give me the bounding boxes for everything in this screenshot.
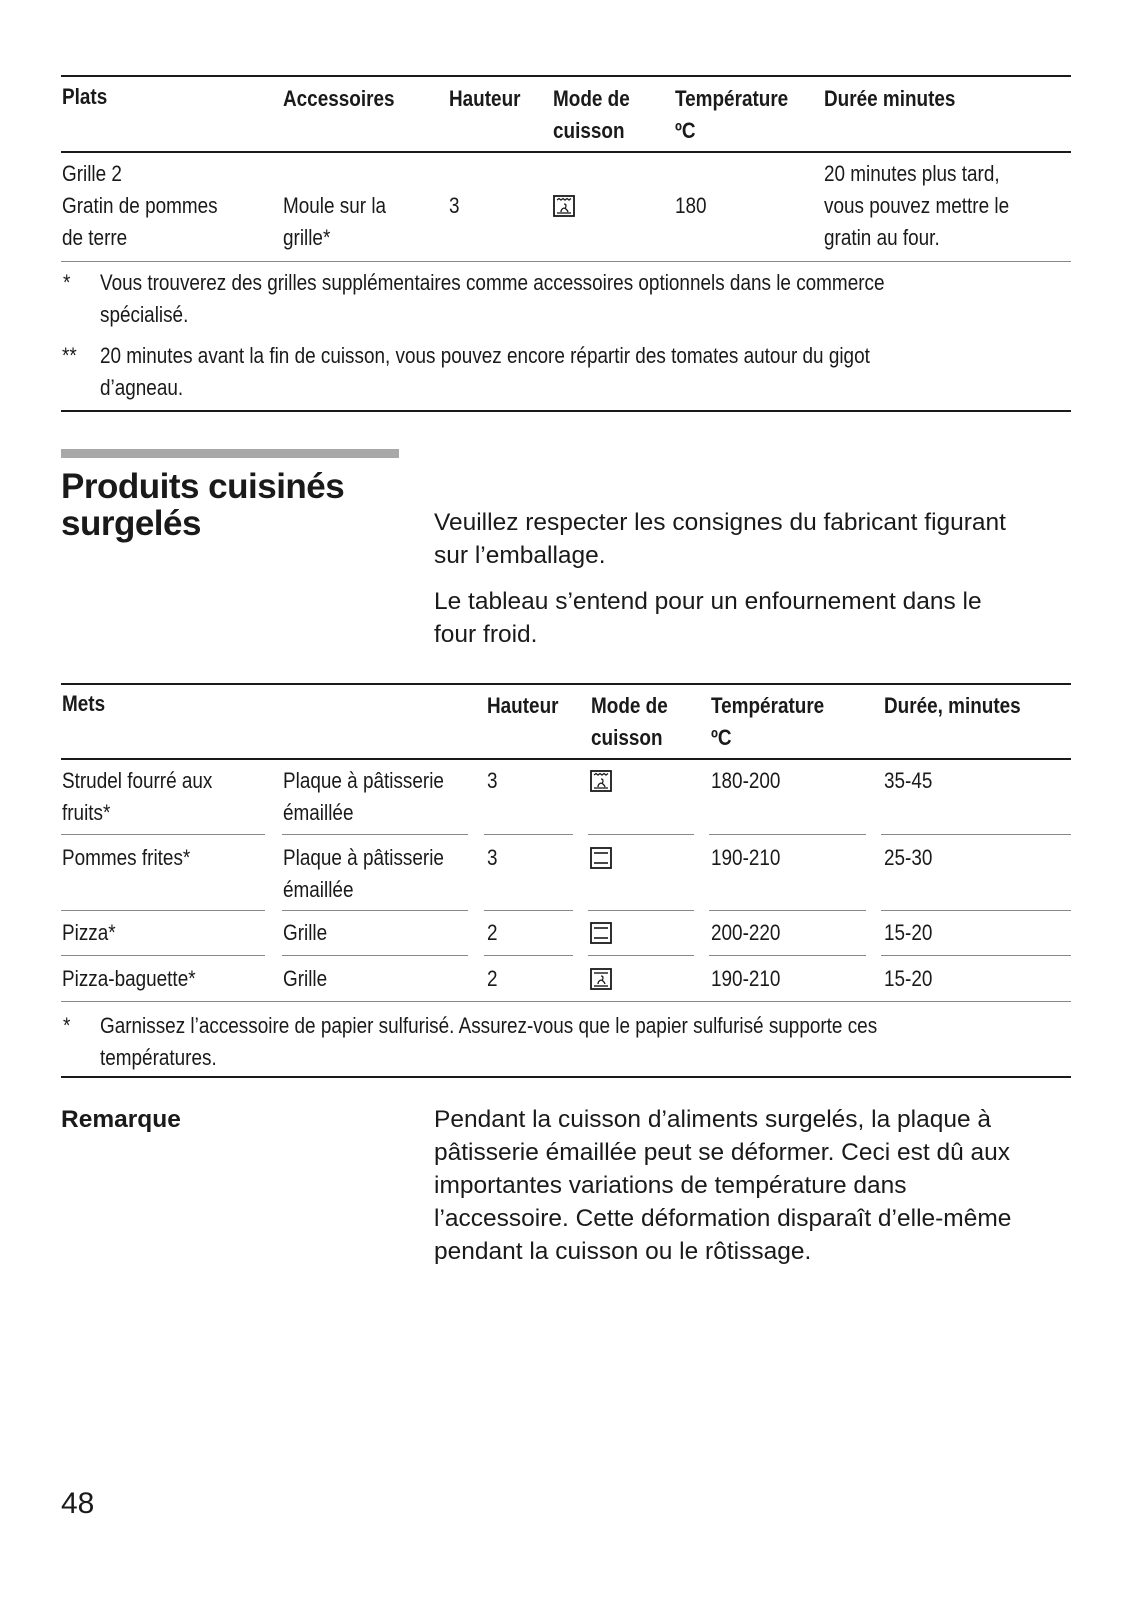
remarque-line: pâtisserie émaillée peut se déformer. Ceci est dû aux <box>434 1139 1011 1166</box>
table1-header-mode <box>553 83 630 147</box>
table2-row-rule <box>484 910 573 911</box>
table1-duree-line: vous pouvez mettre le <box>824 193 1010 218</box>
table1-header-temp-line2: ºC <box>675 118 696 143</box>
fan-grill-icon <box>590 770 612 792</box>
cell-line: Plaque à pâtisserie <box>283 768 444 793</box>
table2-row-1-mets <box>62 765 212 829</box>
table1-footnote-2-mark: ** <box>62 343 77 368</box>
table2-last-row-rule <box>61 1001 1071 1002</box>
remarque-line: importantes variations de température dans <box>434 1172 907 1199</box>
footnote-line: d’agneau. <box>100 375 184 400</box>
table1-footnote-2 <box>100 340 870 404</box>
section-title <box>61 468 344 542</box>
table2-row-rule <box>881 955 1071 956</box>
paragraph-line: Le tableau s’entend pour un enfournement dans le <box>434 588 982 615</box>
table2-header-mode-line2: cuisson <box>591 725 663 750</box>
table2-row-2-duree: 25-30 <box>884 845 933 870</box>
remarque-text <box>434 1103 1011 1268</box>
table2-row-rule <box>61 834 265 835</box>
table2-row-1-accessoire <box>283 765 444 829</box>
table1-header-temp-line1: Température <box>675 86 789 111</box>
table1-duree-line: gratin au four. <box>824 225 940 250</box>
table1-header-mode-line1: Mode de <box>553 86 630 111</box>
table2-row-rule <box>484 955 573 956</box>
table2-header-rule <box>61 758 1071 760</box>
table2-row-3-accessoire <box>283 917 327 949</box>
table2-header-duree: Durée, minutes <box>884 693 1021 718</box>
footnote-line: températures. <box>100 1045 217 1070</box>
table2-row-1-duree: 35-45 <box>884 768 933 793</box>
table1-header-hauteur: Hauteur <box>449 86 521 111</box>
table1-duree-line: 20 minutes plus tard, <box>824 161 1000 186</box>
table1-plats-line: Gratin de pommes <box>62 193 218 218</box>
table2-header-mode <box>591 690 668 754</box>
table2-row-4-duree: 15-20 <box>884 966 933 991</box>
table1-accessoires-line: Moule sur la <box>283 193 387 218</box>
table2-row-3-duree: 15-20 <box>884 920 933 945</box>
table2-row-rule <box>588 834 694 835</box>
cell-line: émaillée <box>283 877 354 902</box>
cell-line: émaillée <box>283 800 354 825</box>
table2-row-3-temperature: 200-220 <box>711 920 781 945</box>
footnote-line: 20 minutes avant la fin de cuisson, vous pouvez encore répartir des tomates autour du gigot <box>100 343 870 368</box>
table2-row-rule <box>61 955 265 956</box>
cell-line: Plaque à pâtisserie <box>283 845 444 870</box>
section-paragraph-1 <box>434 506 1006 572</box>
table1-cell-hauteur: 3 <box>449 193 460 218</box>
cell-line: Grille <box>283 920 328 945</box>
table2-row-rule <box>881 910 1071 911</box>
remarque-line: Pendant la cuisson d’aliments surgelés, la plaque à <box>434 1106 992 1133</box>
table1-cell-accessoires <box>283 190 386 254</box>
table2-row-rule <box>61 910 265 911</box>
table2-row-rule <box>709 955 866 956</box>
cell-line: Grille <box>283 966 328 991</box>
cell-line: Pizza* <box>62 920 116 945</box>
table2-row-4-temperature: 190-210 <box>711 966 781 991</box>
table1-header-rule <box>61 151 1071 153</box>
cell-line: Strudel fourré aux <box>62 768 213 793</box>
table2-header-temperature <box>711 690 824 754</box>
table1-row-rule <box>61 261 1071 262</box>
table1-plats-line: Grille 2 <box>62 161 122 186</box>
paragraph-line: sur l’emballage. <box>434 542 606 569</box>
fan-grill-icon <box>553 195 575 217</box>
remarque-line: pendant la cuisson ou le rôtissage. <box>434 1238 812 1265</box>
table2-row-1-hauteur: 3 <box>487 768 498 793</box>
table2-header-mets: Mets <box>62 691 106 716</box>
table2-row-2-temperature: 190-210 <box>711 845 781 870</box>
table2-row-rule <box>588 955 694 956</box>
footnote-line: Garnissez l’accessoire de papier sulfurisé. Assurez-vous que le papier sulfurisé supporte ces <box>100 1013 878 1038</box>
top-bottom-heat-icon <box>590 847 612 869</box>
table2-footnote <box>100 1010 877 1074</box>
table2-row-rule <box>881 834 1071 835</box>
cell-line: Pizza-baguette* <box>62 966 196 991</box>
table1-header-plats: Plats <box>62 84 108 109</box>
table1-header-duree: Durée minutes <box>824 86 956 111</box>
paragraph-line: four froid. <box>434 621 538 648</box>
table1-footnote-1-mark: * <box>63 270 71 295</box>
top-bottom-heat-icon <box>590 922 612 944</box>
table2-row-rule <box>709 834 866 835</box>
table1-header-accessoires: Accessoires <box>283 86 395 111</box>
table2-header-hauteur: Hauteur <box>487 693 559 718</box>
table1-cell-plats <box>62 158 218 254</box>
table2-footnote-mark: * <box>63 1013 71 1038</box>
table2-row-rule <box>282 955 468 956</box>
table1-header-mode-line2: cuisson <box>553 118 625 143</box>
table2-row-rule <box>709 910 866 911</box>
table1-bottom-rule <box>61 410 1071 412</box>
remarque-line: l’accessoire. Cette déformation disparaît d’elle-même <box>434 1205 1012 1232</box>
remarque-label: Remarque <box>61 1106 181 1133</box>
fan-heat-icon <box>590 968 612 990</box>
table1-plats-line: de terre <box>62 225 128 250</box>
table2-row-3-mets <box>62 917 116 949</box>
cell-line: fruits* <box>62 800 111 825</box>
footnote-line: spécialisé. <box>100 302 189 327</box>
table2-row-4-mets <box>62 963 196 995</box>
section-title-line1: Produits cuisinés <box>61 467 345 506</box>
table2-row-3-hauteur: 2 <box>487 920 498 945</box>
section-title-line2: surgelés <box>61 504 201 543</box>
table2-row-1-temperature: 180-200 <box>711 768 781 793</box>
table2-top-rule <box>61 683 1071 685</box>
table1-top-rule <box>61 75 1071 77</box>
section-paragraph-2 <box>434 585 982 651</box>
table2-header-mode-line1: Mode de <box>591 693 668 718</box>
table1-header-temperature <box>675 83 788 147</box>
cell-line: Pommes frites* <box>62 845 191 870</box>
table1-cell-temperature: 180 <box>675 193 707 218</box>
table1-accessoires-line: grille* <box>283 225 331 250</box>
table2-header-temp-line2: ºC <box>711 725 732 750</box>
table2-row-4-accessoire <box>283 963 327 995</box>
table2-row-2-accessoire <box>283 842 444 906</box>
table1-footnote-1 <box>100 267 885 331</box>
table2-row-rule <box>282 910 468 911</box>
table2-row-2-mets <box>62 842 190 874</box>
section-accent-bar <box>61 449 399 458</box>
paragraph-line: Veuillez respecter les consignes du fabricant figurant <box>434 509 1006 536</box>
table2-row-rule <box>588 910 694 911</box>
table2-row-rule <box>484 834 573 835</box>
table1-cell-duree <box>824 158 1009 254</box>
table2-bottom-rule <box>61 1076 1071 1078</box>
table2-row-2-hauteur: 3 <box>487 845 498 870</box>
table2-row-rule <box>282 834 468 835</box>
page-number: 48 <box>61 1487 95 1520</box>
table2-header-temp-line1: Température <box>711 693 825 718</box>
table2-row-4-hauteur: 2 <box>487 966 498 991</box>
footnote-line: Vous trouverez des grilles supplémentaires comme accessoires optionnels dans le commerce <box>100 270 885 295</box>
